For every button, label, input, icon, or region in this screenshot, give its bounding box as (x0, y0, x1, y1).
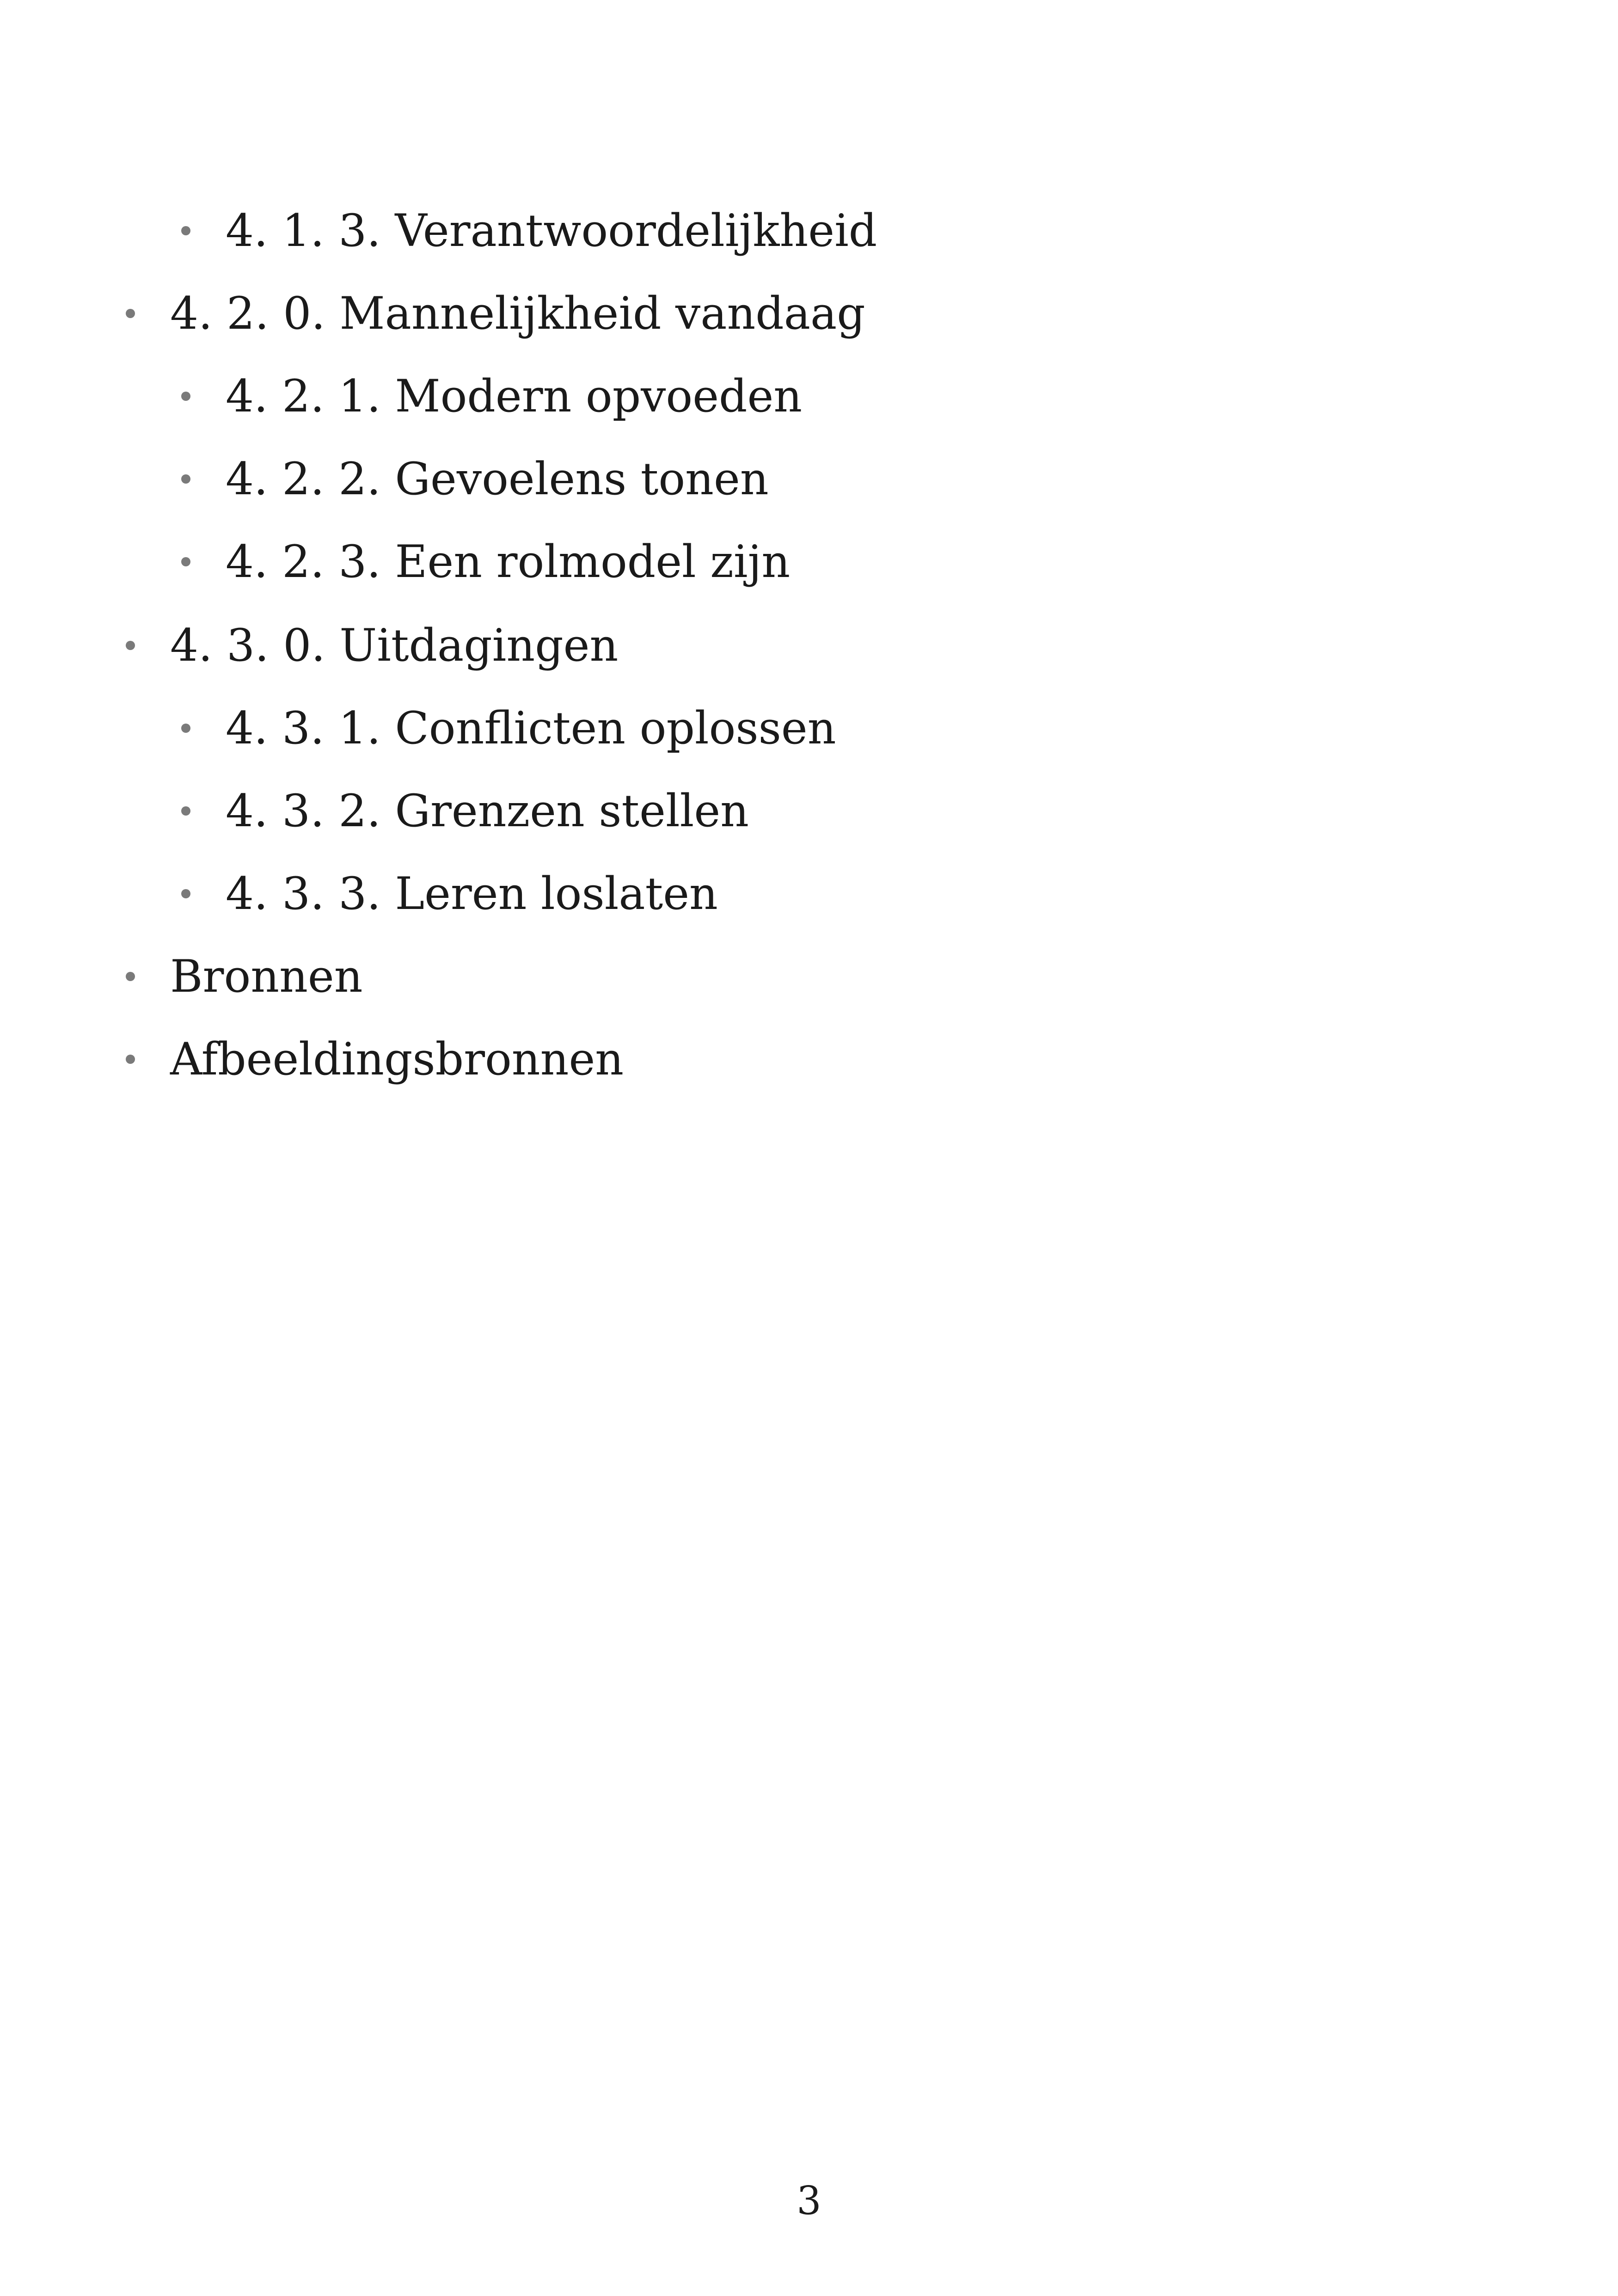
toc-item-label: 4. 2. 1. Modern opvoeden (226, 370, 803, 422)
toc-item[interactable] (181, 444, 769, 514)
toc-item-label: 4. 2. 3. Een rolmodel zijn (226, 536, 791, 588)
bullet-icon (181, 226, 190, 235)
toc-item[interactable] (181, 196, 877, 265)
toc-item[interactable] (126, 942, 363, 1011)
toc-item[interactable] (181, 362, 802, 431)
toc-item-label: Bronnen (170, 951, 363, 1002)
bullet-icon (126, 1055, 135, 1064)
bullet-icon (181, 889, 190, 898)
bullet-icon (181, 474, 190, 484)
toc-item-label: 4. 3. 1. Conflicten oplossen (226, 702, 836, 754)
toc-item-label: 4. 3. 3. Leren loslaten (226, 868, 718, 920)
bullet-icon (181, 724, 190, 733)
toc-item-label: 4. 3. 0. Uitdagingen (170, 620, 619, 671)
toc-item[interactable] (126, 1025, 624, 1094)
toc-item[interactable] (181, 859, 718, 928)
bullet-icon (126, 972, 135, 981)
bullet-icon (181, 392, 190, 401)
bullet-icon (181, 806, 190, 816)
bullet-icon (126, 641, 135, 650)
toc-item-label: Afbeeldingsbronnen (170, 1033, 624, 1085)
toc-item-label: 4. 1. 3. Verantwoordelijkheid (226, 205, 877, 257)
toc-item[interactable] (181, 776, 749, 846)
toc-item-label: 4. 2. 0. Mannelijkheid vandaag (170, 288, 865, 339)
bullet-icon (181, 557, 190, 566)
toc-item[interactable] (181, 694, 836, 763)
toc-item[interactable] (126, 611, 618, 680)
toc-item-label: 4. 3. 2. Grenzen stellen (226, 785, 749, 837)
page-number: 3 (797, 2178, 821, 2223)
toc-item[interactable] (126, 279, 865, 348)
bullet-icon (126, 309, 135, 318)
toc-item-label: 4. 2. 2. Gevoelens tonen (226, 453, 769, 505)
toc-item[interactable] (181, 527, 790, 596)
